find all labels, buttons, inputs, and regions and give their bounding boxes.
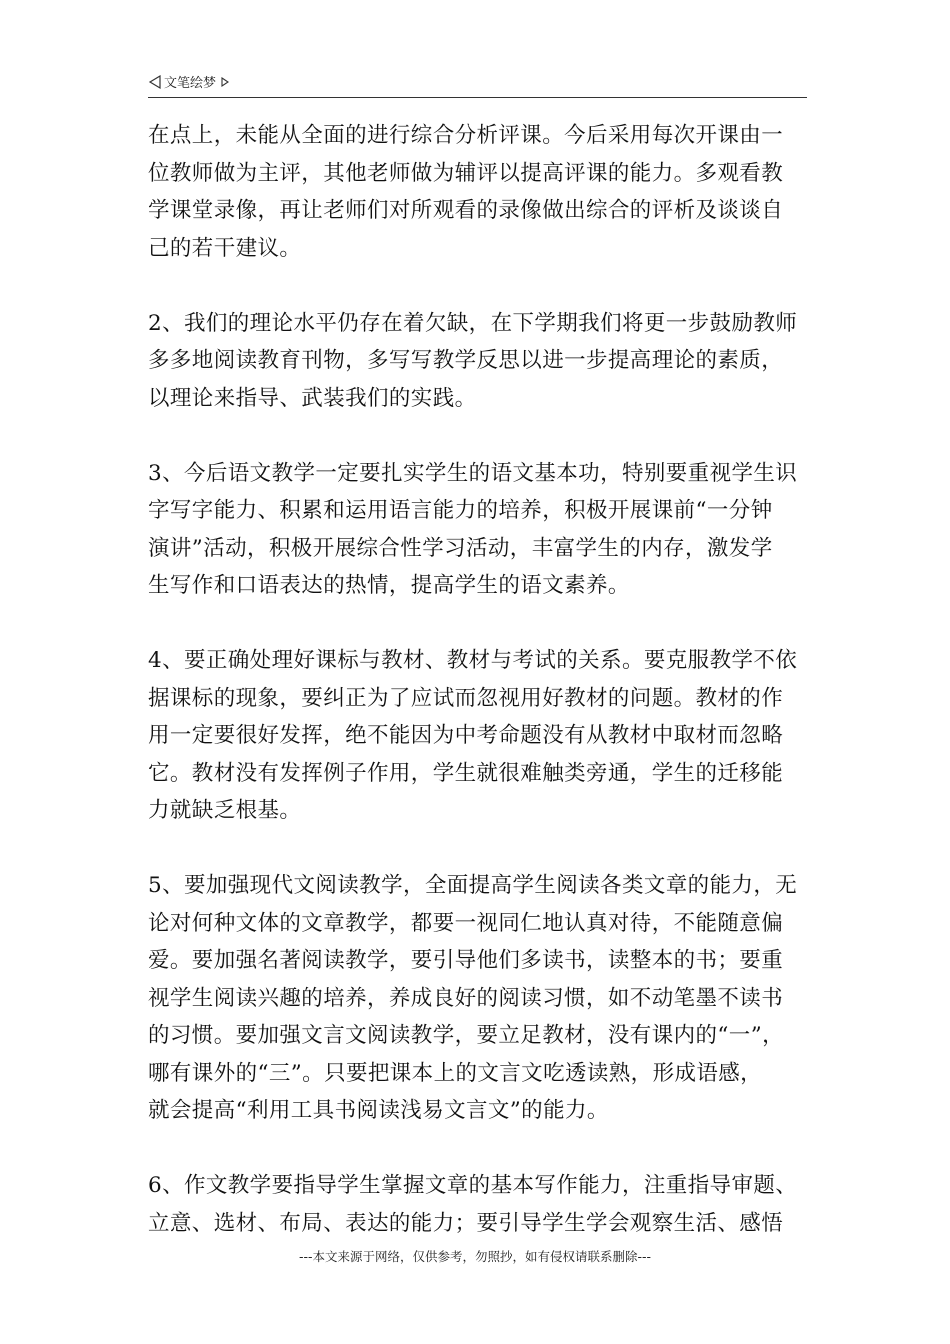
paragraph-gap (148, 267, 818, 305)
paragraph (148, 1167, 818, 1242)
text-line: 它。教材没有发挥例子作用，学生就很难触类旁通，学生的迁移能 (148, 760, 784, 786)
text-line: 生写作和口语表达的热情，提高学生的语文素养。 (148, 573, 630, 598)
text-line: 用一定要很好发挥，绝不能因为中考命题没有从教材中取材而忽略 (148, 723, 784, 748)
footer-disclaimer: ---本文来源于网络，仅供参考，勿照抄，如有侵权请联系删除--- (298, 1249, 652, 1264)
text-line: 3、今后语文教学一定要扎实学生的语文基本功，特别要重视学生识 (148, 460, 798, 486)
text-line: 演讲”活动，积极开展综合性学习活动，丰富学生的内存，激发学 (148, 535, 773, 561)
paragraph-gap (148, 417, 818, 455)
text-line: 据课标的现象，要纠正为了应试而忽视用好教材的问题。教材的作 (148, 685, 784, 711)
text-line: 4、要正确处理好课标与教材、教材与考试的关系。要克服教学不依 (148, 648, 798, 673)
text-line: 学课堂录像，再让老师们对所观看的录像做出综合的评析及谈谈自 (148, 198, 784, 223)
paragraph-gap (148, 830, 818, 868)
triangle-left-icon (148, 74, 162, 90)
header-brand: 文笔绘梦 (164, 76, 217, 91)
text-line: 5、要加强现代文阅读教学，全面提高学生阅读各类文章的能力，无 (148, 873, 798, 898)
text-line: 立意、选材、布局、表达的能力；要引导学生学会观察生活、感悟 (148, 1210, 784, 1236)
text-line: 哪有课外的“三”。只要把课本上的文言文吃透读熟，形成语感， (148, 1060, 763, 1086)
text-line: 在点上，未能从全面的进行综合分析评课。今后采用每次开课由一 (148, 123, 784, 148)
header-rule (148, 97, 807, 98)
text-line: 位教师做为主评，其他老师做为辅评以提高评课的能力。多观看教 (148, 160, 784, 186)
text-line: 视学生阅读兴趣的培养，养成良好的阅读习惯，如不动笔墨不读书 (148, 985, 784, 1011)
document-body (148, 117, 818, 1242)
text-line: 多多地阅读教育刊物，多写写教学反思以进一步提高理论的素质， (148, 348, 784, 373)
paragraph (148, 867, 818, 1130)
text-line: 的习惯。要加强文言文阅读教学，要立足教材，没有课内的“一”， (148, 1023, 784, 1048)
text-line: 己的若干建议。 (148, 235, 302, 261)
text-line: 2、我们的理论水平仍存在着欠缺，在下学期我们将更一步鼓励教师 (148, 310, 798, 336)
paragraph (148, 117, 818, 267)
page-header (148, 72, 806, 98)
paragraph (148, 642, 818, 830)
text-line: 就会提高“利用工具书阅读浅易文言文”的能力。 (148, 1098, 609, 1123)
triangle-right-icon (220, 76, 230, 88)
text-line: 论对何种文体的文章教学，都要一视同仁地认真对待，不能随意偏 (148, 910, 784, 936)
text-line: 6、作文教学要指导学生掌握文章的基本写作能力，注重指导审题、 (148, 1173, 798, 1198)
paragraph (148, 305, 818, 418)
text-line: 爱。要加强名著阅读教学，要引导他们多读书，读整本的书；要重 (148, 948, 784, 973)
paragraph-gap (148, 605, 818, 643)
text-line: 字写字能力、积累和运用语言能力的培养，积极开展课前“一分钟 (148, 498, 773, 523)
text-line: 力就缺乏根基。 (148, 798, 302, 823)
paragraph-gap (148, 1130, 818, 1168)
text-line: 以理论来指导、武装我们的实践。 (148, 385, 477, 411)
paragraph (148, 455, 818, 605)
